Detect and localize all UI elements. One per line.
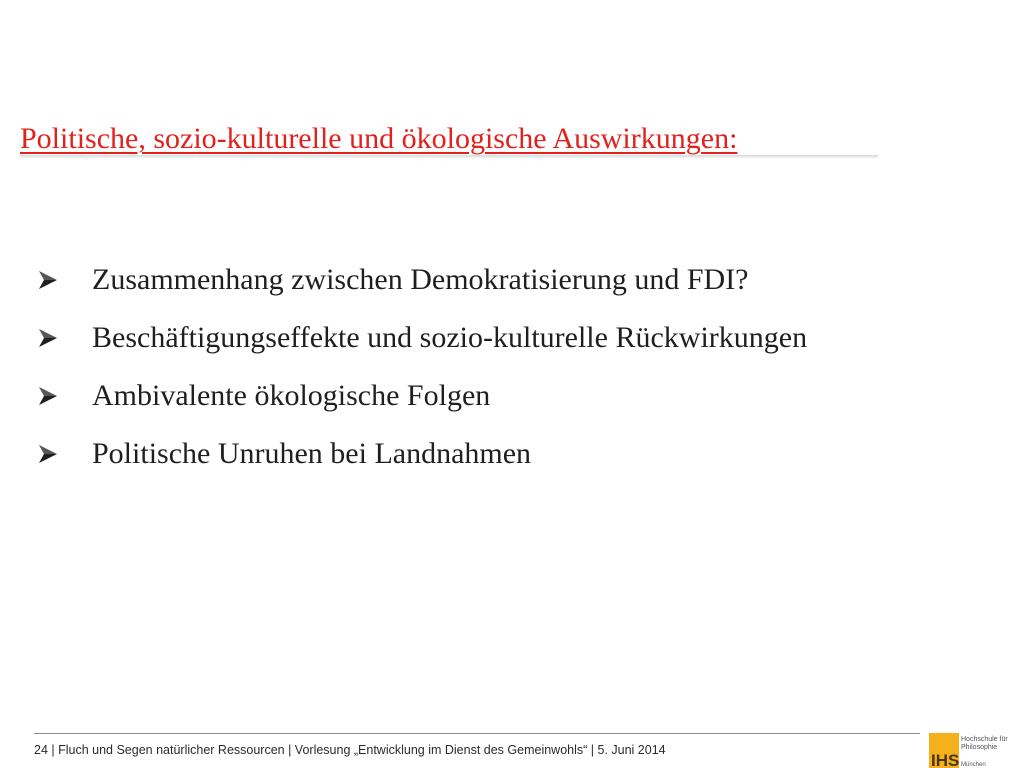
bullet-item — [38, 425, 807, 483]
svg-text:München: München — [961, 762, 986, 768]
arrow-bullet-icon — [38, 386, 92, 406]
ihs-logo — [929, 733, 1019, 768]
bullet-text: Ambivalente ökologische Folgen — [92, 379, 491, 412]
svg-text:Philosophie: Philosophie — [961, 744, 998, 751]
title-underline-shadow — [20, 155, 878, 159]
slide-title: Politische, sozio-kulturelle und ökologische Auswirkungen: — [20, 122, 738, 155]
arrow-bullet-icon — [38, 270, 92, 290]
svg-text:Hochschule für: Hochschule für — [961, 736, 1008, 743]
bullet-list — [38, 251, 807, 483]
bullet-item — [38, 309, 807, 367]
bullet-item — [38, 251, 807, 309]
arrow-bullet-icon — [38, 444, 92, 464]
bullet-text: Politische Unruhen bei Landnahmen — [92, 437, 532, 470]
bullet-text: Beschäftigungseffekte und sozio-kulturelle Rückwirkungen — [92, 321, 808, 354]
bullet-item — [38, 367, 807, 425]
footer-text: 24 | Fluch und Segen natürlicher Ressourcen | Vorlesung „Entwicklung im Dienst des Gemeinwohls“ | 5. Juni 2014 — [34, 743, 666, 757]
bullet-text: Zusammenhang zwischen Demokratisierung und FDI? — [92, 263, 749, 296]
arrow-bullet-icon — [38, 328, 92, 348]
svg-text:IHS: IHS — [931, 751, 960, 768]
footer-divider — [34, 733, 920, 734]
